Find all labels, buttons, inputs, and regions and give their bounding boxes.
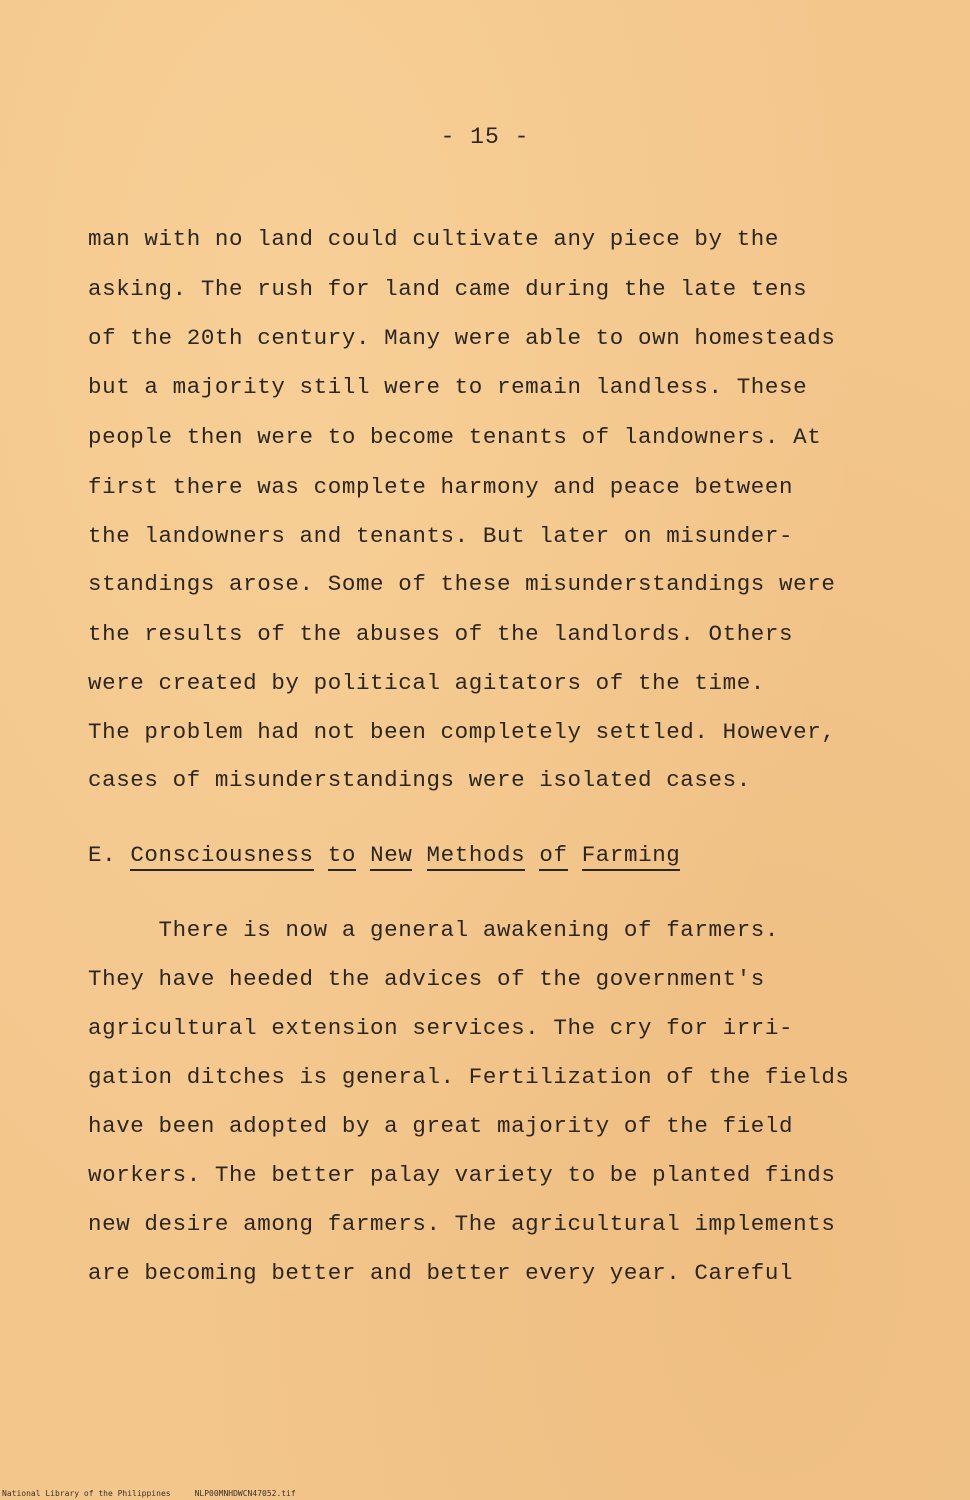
text-line: but a majority still were to remain landless. These	[88, 374, 808, 400]
text-line: were created by political agitators of the time.	[88, 670, 765, 696]
text-line: of the 20th century. Many were able to own homesteads	[88, 325, 836, 351]
heading-word: New	[370, 842, 412, 871]
text-line: the results of the abuses of the landlords. Others	[88, 621, 794, 647]
heading-word: Methods	[427, 842, 526, 871]
text-line: They have heeded the advices of the government's	[88, 966, 765, 992]
text-line: people then were to become tenants of landowners. At	[88, 424, 822, 450]
text-line: standings arose. Some of these misunderstandings were	[88, 571, 836, 597]
heading-word: Consciousness	[130, 842, 313, 871]
text-line: cases of misunderstandings were isolated cases.	[88, 767, 751, 793]
text-line: gation ditches is general. Fertilization of the fields	[88, 1064, 850, 1090]
footer-filename: NLP00MNHDWCN47052.tif	[194, 1489, 296, 1498]
text-line: new desire among farmers. The agricultural implements	[88, 1211, 836, 1237]
text-line: workers. The better palay variety to be planted finds	[88, 1162, 836, 1188]
heading-word: of	[539, 842, 567, 871]
section-heading	[88, 842, 680, 868]
text-line: There is now a general awakening of farmers.	[88, 917, 780, 943]
scan-footer	[2, 1489, 320, 1498]
heading-word: Farming	[582, 842, 681, 871]
text-line: agricultural extension services. The cry for irri-	[88, 1015, 794, 1041]
footer-library: National Library of the Philippines	[2, 1489, 171, 1498]
text-line: are becoming better and better every year. Careful	[88, 1260, 794, 1286]
text-line: have been adopted by a great majority of the field	[88, 1113, 794, 1139]
text-line: man with no land could cultivate any piece by the	[88, 226, 780, 252]
heading-prefix: E.	[88, 842, 117, 868]
text-line: asking. The rush for land came during the late tens	[88, 276, 808, 302]
page-number: - 15 -	[440, 124, 530, 150]
text-line: The problem had not been completely settled. However,	[88, 719, 836, 745]
text-line: first there was complete harmony and peace between	[88, 474, 794, 500]
heading-word: to	[328, 842, 356, 871]
text-line: the landowners and tenants. But later on misunder-	[88, 523, 794, 549]
